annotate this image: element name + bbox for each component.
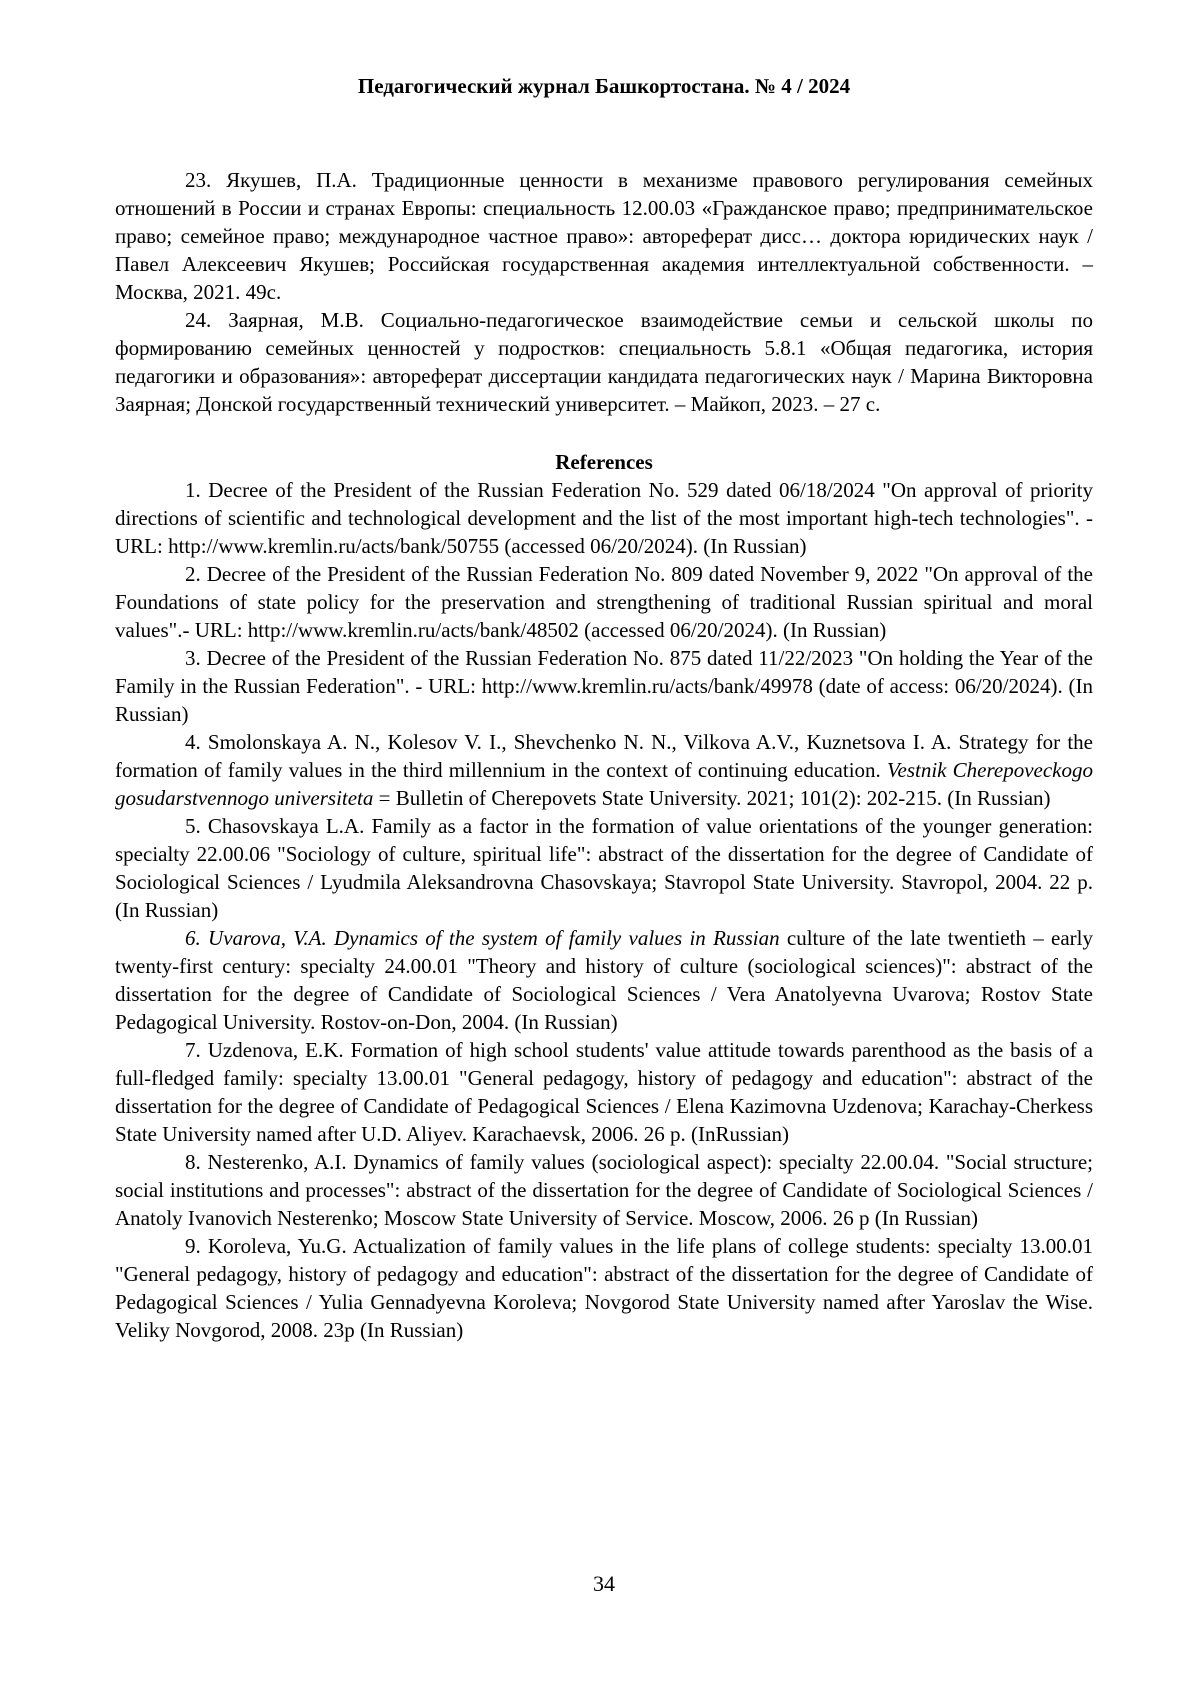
bibliography-entry-24: 24. Заярная, М.В. Социально-педагогическое взаимодействие семьи и сельской школы по формированию семейных ценностей у подростков: специальность 5.8.1 «Общая педагогика, история педагогики и образования»: автореферат диссертации кандидата педагогических наук / Марина Викторовна Заярная; Донской государственный технический университет. – Майкоп, 2023. – 27 с.: [115, 308, 1093, 416]
journal-header: Педагогический журнал Башкортостана. № 4 / 2024: [357, 74, 851, 98]
reference-entry-6: [115, 924, 1093, 1036]
reference-entry-7: 7. Uzdenova, E.K. Formation of high school students' value attitude towards parenthood as the basis of a full-fledged family: specialty 13.00.01 "General pedagogy, history of pedagogy and education": abstract of the dissertation for the degree of Candidate of Pedagogical Sciences / Elena Kazimovna Uzdenova; Karachay-Cherkess State University named after U.D. Aliyev. Karachaevsk, 2006. 26 p. (InRussian): [115, 1038, 1093, 1146]
references-heading: References: [555, 450, 653, 474]
reference-entry-4-text: 4. Smolonskaya A. N., Kolesov V. I., Shevchenko N. N., Vilkova A.V., Kuznetsova I. A. Strategy for the formation of family values in the third millennium in the context of continuing education.: [115, 730, 1093, 782]
reference-entry-4: [115, 728, 1093, 812]
reference-entry-4-journal: Vestnik Cherepoveckogo gosudarstvennogo universiteta: [115, 758, 1094, 810]
page-number: 34: [593, 1571, 615, 1596]
reference-entry-9: 9. Koroleva, Yu.G. Actualization of family values in the life plans of college students: specialty 13.00.01 "General pedagogy, history of pedagogy and education": abstract of the dissertation for the degree of Candidate of Pedagogical Sciences / Yulia Gennadyevna Koroleva; Novgorod State University named after Yaroslav the Wise. Veliky Novgorod, 2008. 23p (In Russian): [115, 1234, 1093, 1342]
reference-entry-8: 8. Nesterenko, A.I. Dynamics of family values (sociological aspect): specialty 22.00.04. "Social structure; social institutions and processes": abstract of the dissertation for the degree of Candidate of Sociological Sciences / Anatoly Ivanovich Nesterenko; Moscow State University of Service. Moscow, 2006. 26 p (In Russian): [115, 1150, 1093, 1230]
reference-entry-3: 3. Decree of the President of the Russian Federation No. 875 dated 11/22/2023 "On holding the Year of the Family in the Russian Federation". - URL: http://www.kremlin.ru/acts/bank/49978 (date of access: 06/20/2024). (In Russian): [115, 646, 1093, 726]
reference-entry-6-italic: 6. Uvarova, V.A. Dynamics of the system of family values in Russian: [185, 926, 780, 950]
reference-entry-6-tail: culture of the late twentieth – early twenty-first century: specialty 24.00.01 "Theory and history of culture (sociological sciences)": abstract of the dissertation for the degree of Candidate of Sociological Sciences / Vera Anatolyevna Uvarova; Rostov State Pedagogical University. Rostov-on-Don, 2004. (In Russian): [115, 926, 1093, 1034]
reference-entry-4-tail: = Bulletin of Cherepovets State University. 2021; 101(2): 202-215. (In Russian): [373, 786, 1051, 810]
bibliography-entry-23: 23. Якушев, П.А. Традиционные ценности в механизме правового регулирования семейных отношений в России и странах Европы: специальность 12.00.03 «Гражданское право; предпринимательское право; семейное право; международное частное право»: автореферат дисс… доктора юридических наук / Павел Алексеевич Якушев; Российская государственная академия интеллектуальной собственности. – Москва, 2021. 49с.: [115, 168, 1093, 304]
bibliography: [115, 166, 1093, 1344]
reference-entry-2: 2. Decree of the President of the Russian Federation No. 809 dated November 9, 2022 "On approval of the Foundations of state policy for the preservation and strengthening of traditional Russian spiritual and moral values".- URL: http://www.kremlin.ru/acts/bank/48502 (accessed 06/20/2024). (In Russian): [115, 562, 1093, 642]
reference-entry-5: 5. Chasovskaya L.A. Family as a factor in the formation of value orientations of the younger generation: specialty 22.00.06 "Sociology of culture, spiritual life": abstract of the dissertation for the degree of Candidate of Sociological Sciences / Lyudmila Aleksandrovna Chasovskaya; Stavropol State University. Stavropol, 2004. 22 p. (In Russian): [115, 814, 1093, 922]
reference-entry-1: 1. Decree of the President of the Russian Federation No. 529 dated 06/18/2024 "On approval of priority directions of scientific and technological development and the list of the most important high-tech technologies". - URL: http://www.kremlin.ru/acts/bank/50755 (accessed 06/20/2024). (In Russian): [115, 478, 1093, 558]
